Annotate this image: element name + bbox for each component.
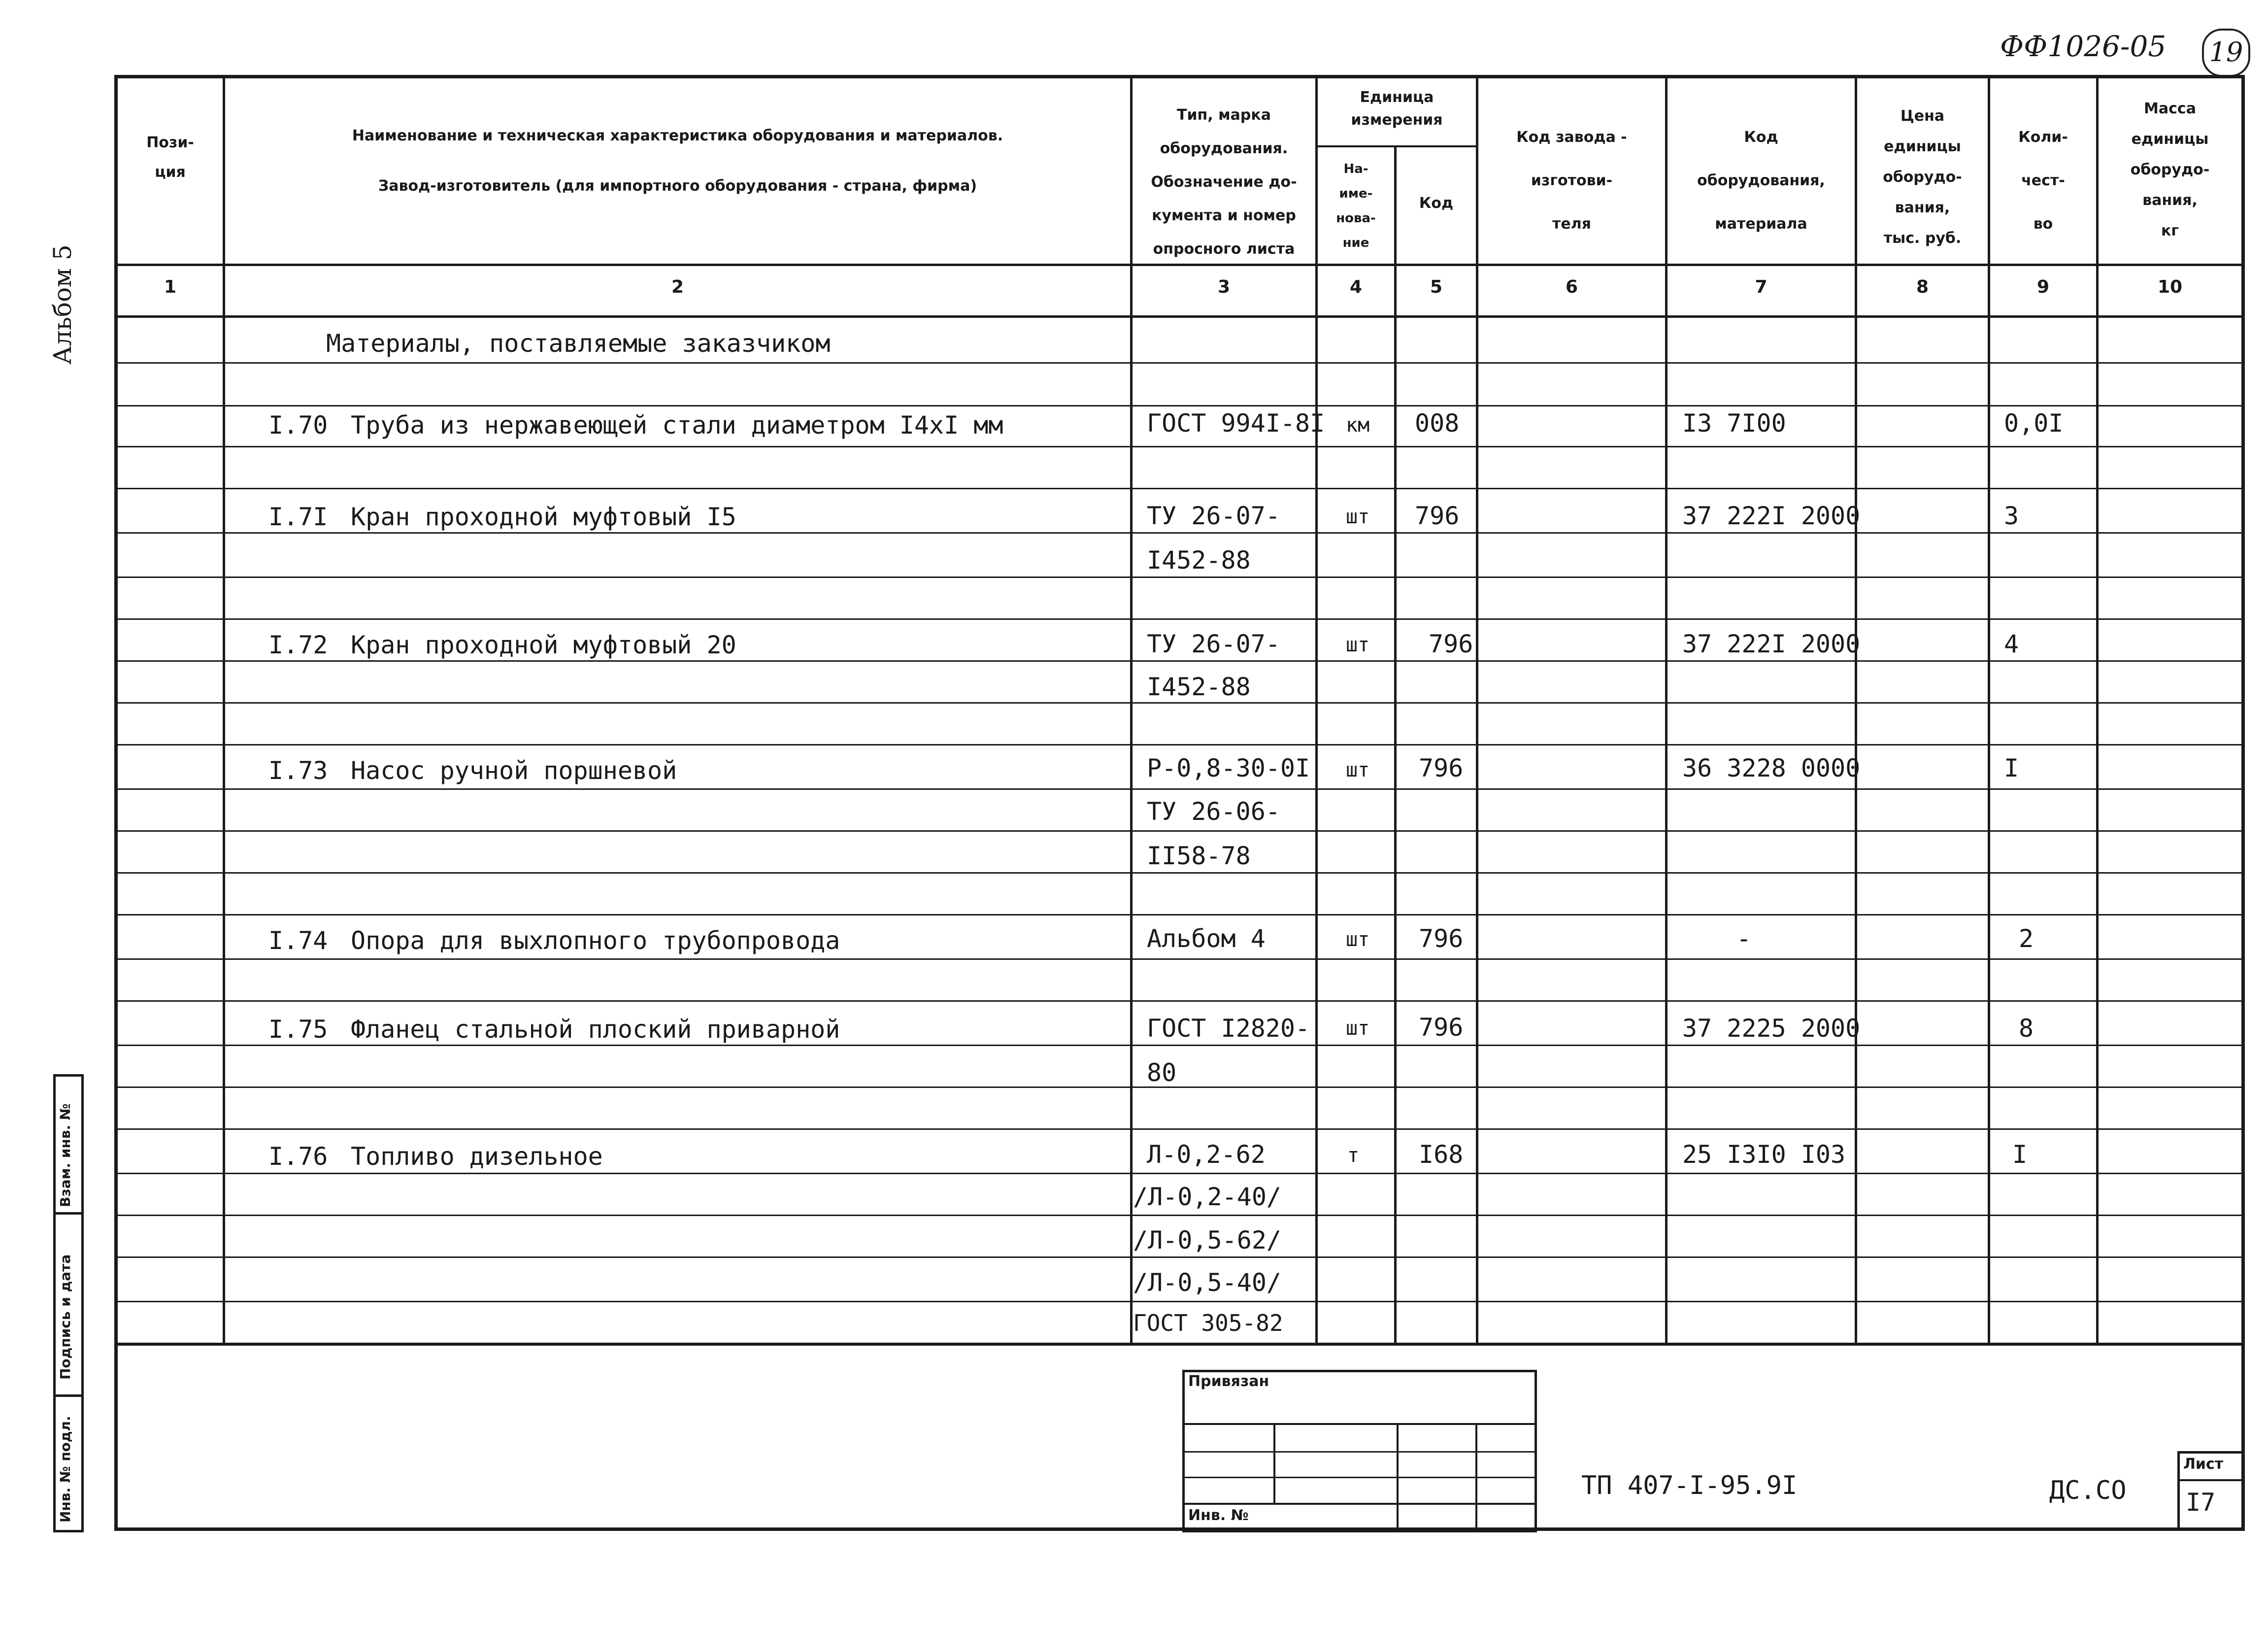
item-unit: км (1346, 414, 1370, 437)
colnum-3: 3 (1217, 277, 1231, 297)
item-doc: /Л-0,5-40/ (1133, 1268, 1282, 1297)
inventory-number-label: Инв. № (1188, 1507, 1249, 1524)
item-position: I.74 (268, 926, 328, 955)
item-name: Опора для выхлопного трубопровода (351, 926, 840, 955)
item-doc: Л-0,2-62 (1147, 1140, 1266, 1169)
album-label: Альбом 5 (48, 244, 77, 365)
document-code-handwritten: ФФ1026-05 (2000, 30, 2167, 63)
item-doc: I452-88 (1147, 673, 1251, 701)
item-equipment-code: 37 222I 2000 (1682, 630, 1861, 658)
colnum-9: 9 (2036, 277, 2050, 297)
item-doc: II58-78 (1147, 842, 1251, 870)
item-quantity: I (2012, 1140, 2028, 1169)
item-unit-code: I68 (1419, 1140, 1464, 1169)
item-doc: ГОСТ I2820- (1147, 1014, 1310, 1043)
document-series: ДС.СО (2049, 1476, 2127, 1505)
header-equipment-code: Код оборудования, материала (1697, 129, 1825, 233)
item-name: Труба из нержавеющей стали диаметром I4xI мм (351, 411, 1003, 440)
item-unit-code: 796 (1419, 1013, 1464, 1042)
header-unit-code: Код (1419, 195, 1454, 212)
colnum-1: 1 (164, 277, 177, 297)
item-quantity: I (2004, 754, 2019, 782)
item-position: I.72 (268, 631, 328, 659)
item-equipment-code: 37 222I 2000 (1682, 502, 1861, 530)
item-unit-code: 796 (1429, 630, 1473, 658)
item-doc: 80 (1147, 1058, 1177, 1087)
colnum-5: 5 (1430, 277, 1443, 297)
item-position: I.73 (268, 756, 328, 785)
item-position: I.75 (268, 1015, 328, 1044)
colnum-7: 7 (1755, 277, 1768, 297)
item-doc: ГОСТ 305-82 (1133, 1310, 1283, 1336)
side-label-original-inv: Инв. № подл. (57, 1416, 73, 1523)
item-unit-code: 796 (1415, 502, 1460, 530)
header-name-line1: Наименование и техническая характеристика оборудования и материалов. (352, 127, 1003, 144)
colnum-10: 10 (2157, 277, 2183, 297)
item-unit: т (1347, 1144, 1360, 1167)
header-unit-name: На- име- нова- ние (1336, 162, 1376, 250)
item-position: I.70 (268, 411, 328, 440)
item-quantity: 2 (2019, 924, 2034, 953)
colnum-8: 8 (1916, 277, 1929, 297)
item-name: Топливо дизельное (351, 1142, 603, 1171)
header-type: Тип, марка оборудования. Обозначение до- кумента и номер опросного листа (1151, 106, 1297, 258)
header-quantity: Коли- чест- во (2018, 129, 2068, 233)
item-doc: Р-0,8-30-0I (1147, 754, 1310, 782)
side-label-replace-inv: Взам. инв. № (57, 1103, 73, 1207)
item-unit: шт (1346, 506, 1370, 528)
colnum-4: 4 (1349, 277, 1363, 297)
item-unit: шт (1346, 928, 1370, 951)
item-name: Кран проходной муфтовый I5 (351, 503, 736, 531)
item-quantity: 0,0I (2004, 409, 2064, 438)
item-name: Фланец стальной плоский приварной (351, 1015, 840, 1044)
item-unit: шт (1346, 634, 1370, 656)
sheet-label: Лист (2183, 1456, 2224, 1473)
binding-label: Привязан (1188, 1373, 1269, 1390)
item-unit-code: 008 (1415, 409, 1460, 438)
header-position: Пози- ция (146, 134, 194, 181)
item-doc: /Л-0,5-62/ (1133, 1226, 1282, 1254)
item-doc: ГОСТ 994I-8I (1147, 409, 1325, 438)
item-name: Кран проходной муфтовый 20 (351, 631, 736, 659)
item-position: I.76 (268, 1142, 328, 1171)
header-name-line2: Завод-изготовитель (для импортного оборудования - страна, фирма) (378, 177, 977, 195)
item-quantity: 3 (2004, 502, 2019, 530)
document-designation: ТП 407-I-95.9I (1581, 1471, 1798, 1500)
item-doc: ТУ 26-06- (1147, 797, 1280, 826)
side-label-signature-date: Подпись и дата (57, 1254, 73, 1380)
item-doc: Альбом 4 (1147, 924, 1266, 953)
header-price: Цена единицы оборудо- вания, тыс. руб. (1883, 107, 1962, 247)
page-number-top: 19 (2202, 29, 2250, 77)
item-doc: ТУ 26-07- (1147, 630, 1280, 658)
item-unit-code: 796 (1419, 924, 1464, 953)
colnum-6: 6 (1565, 277, 1578, 297)
section-title: Материалы, поставляемые заказчиком (326, 329, 831, 358)
item-name: Насос ручной поршневой (351, 756, 677, 785)
item-doc: /Л-0,2-40/ (1133, 1183, 1282, 1211)
item-unit-code: 796 (1419, 754, 1464, 782)
item-equipment-code: 25 I3I0 I03 (1682, 1140, 1846, 1169)
item-doc: ТУ 26-07- (1147, 502, 1280, 530)
header-mass: Масса единицы оборудо- вания, кг (2130, 100, 2210, 239)
header-factory-code: Код завода - изготови- теля (1516, 129, 1627, 233)
item-equipment-code: I3 7I00 (1682, 409, 1786, 438)
item-doc: I452-88 (1147, 546, 1251, 575)
colnum-2: 2 (671, 277, 684, 297)
item-quantity: 4 (2004, 630, 2019, 658)
sheet-number: I7 (2186, 1488, 2216, 1517)
header-unit: Единица измерения (1351, 89, 1443, 129)
item-unit: шт (1346, 759, 1370, 781)
item-equipment-code: 36 3228 0000 (1682, 754, 1861, 782)
item-unit: шт (1346, 1017, 1370, 1040)
item-equipment-code: - (1736, 924, 1752, 953)
item-equipment-code: 37 2225 2000 (1682, 1014, 1861, 1043)
item-quantity: 8 (2019, 1014, 2034, 1043)
item-position: I.7I (268, 503, 328, 531)
